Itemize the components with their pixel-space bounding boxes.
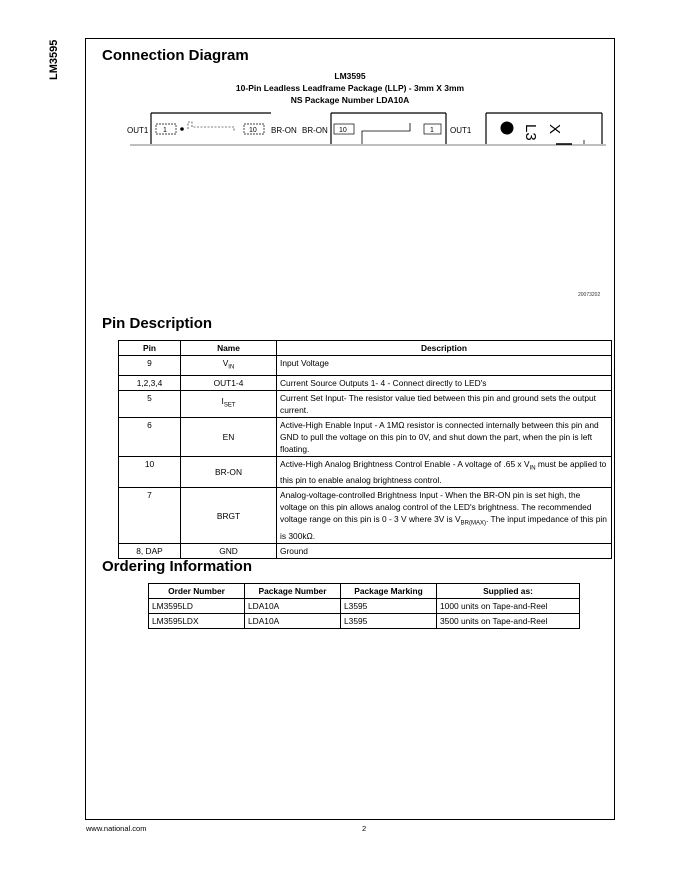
description-cell: Ground bbox=[277, 544, 612, 559]
pin-table-header-row bbox=[119, 341, 612, 356]
order-number-cell: LM3595LD bbox=[149, 599, 245, 614]
label-out1-left: OUT1 bbox=[127, 126, 149, 135]
connection-diagram bbox=[126, 110, 606, 150]
pin1-dot bbox=[180, 127, 184, 131]
name-cell: EN bbox=[181, 417, 277, 456]
connection-diagram-heading: Connection Diagram bbox=[102, 47, 249, 64]
description-cell: Current Set Input- The resistor value tied between this pin and ground sets the output current. bbox=[277, 390, 612, 417]
diagram-caption bbox=[85, 70, 615, 106]
name-header: Name bbox=[181, 341, 277, 356]
pin10-left-label: 10 bbox=[249, 127, 257, 134]
pin1-indicator-dot bbox=[501, 122, 514, 135]
pin-cell: 1,2,3,4 bbox=[119, 375, 181, 390]
name-cell: GND bbox=[181, 544, 277, 559]
table-row bbox=[149, 614, 580, 629]
table-row bbox=[119, 488, 612, 544]
side-part-label-text: LM3595 bbox=[48, 39, 60, 80]
name-cell: OUT1-4 bbox=[181, 375, 277, 390]
pin-cell: 10 bbox=[119, 456, 181, 488]
side-part-label bbox=[48, 40, 88, 80]
caption-line-1: LM3595 bbox=[334, 71, 366, 81]
pin-cell: 6 bbox=[119, 417, 181, 456]
table-row bbox=[119, 417, 612, 456]
left-dashed-trace bbox=[188, 122, 234, 132]
pin-cell: 9 bbox=[119, 356, 181, 376]
description-cell: Active-High Enable Input - A 1MΩ resistor is connected internally between this pin and GND to pull the voltage on this pin to 0V, and shut down the part, when the pin is left floating. bbox=[277, 417, 612, 456]
table-row bbox=[119, 544, 612, 559]
caption-line-2: 10-Pin Leadless Leadframe Package (LLP) - 3mm X 3mm bbox=[235, 83, 465, 93]
ordering-table bbox=[148, 583, 580, 629]
pin10-right-label: 10 bbox=[339, 127, 347, 134]
pin-description-heading: Pin Description bbox=[102, 315, 213, 332]
description-header: Description bbox=[277, 341, 612, 356]
order-number-header: Order Number bbox=[149, 584, 245, 599]
pin-cell: 5 bbox=[119, 390, 181, 417]
package-number-cell: LDA10A bbox=[245, 599, 341, 614]
pin-header: Pin bbox=[119, 341, 181, 356]
footer-page-number: 2 bbox=[362, 824, 367, 833]
figure-id: 20073202 bbox=[578, 292, 601, 298]
pin-cell: 8, DAP bbox=[119, 544, 181, 559]
table-row bbox=[119, 356, 612, 376]
supplied-as-cell: 1000 units on Tape-and-Reel bbox=[437, 599, 580, 614]
description-cell: Current Source Outputs 1- 4 - Connect directly to LED's bbox=[277, 375, 612, 390]
package-marking-header: Package Marking bbox=[341, 584, 437, 599]
name-cell: BRGT bbox=[181, 488, 277, 544]
name-cell: $I_{SET}$ bbox=[181, 390, 277, 417]
pin-cell: 7 bbox=[119, 488, 181, 544]
caption-line-3: NS Package Number LDA10A bbox=[290, 95, 410, 105]
order-number-cell: LM3595LDX bbox=[149, 614, 245, 629]
pin1-right-label: 1 bbox=[430, 127, 434, 134]
package-marking-symbol: X bbox=[546, 124, 563, 135]
name-cell: BR-ON bbox=[181, 456, 277, 488]
ordering-information-heading: Ordering Information bbox=[102, 558, 252, 575]
description-cell: Analog-voltage-controlled Brightness Input - When the BR-ON pin is set high, the voltage on this pin allows analog control of the LED's brightness. The recommended voltage range on this pin is 0 - 3 V where 3V is $V_{BR(MAX)}$. The input impedance of this pin is 300kΩ. bbox=[277, 488, 612, 544]
pin1-left-label: 1 bbox=[163, 127, 167, 134]
table-row bbox=[119, 390, 612, 417]
package-number-cell: LDA10A bbox=[245, 614, 341, 629]
supplied-as-cell: 3500 units on Tape-and-Reel bbox=[437, 614, 580, 629]
label-out1-right: OUT1 bbox=[450, 126, 472, 135]
package-number-header: Package Number bbox=[245, 584, 341, 599]
mid-solid-trace bbox=[362, 123, 410, 144]
package-marking-text: L3 bbox=[522, 124, 539, 141]
package-marking-cell: L3595 bbox=[341, 599, 437, 614]
table-row bbox=[119, 375, 612, 390]
label-br-on-left: BR-ON bbox=[271, 126, 297, 135]
label-br-on-right: BR-ON bbox=[302, 126, 328, 135]
name-cell: $V_{IN}$ bbox=[181, 356, 277, 376]
ordering-header-row bbox=[149, 584, 580, 599]
table-row bbox=[149, 599, 580, 614]
footer-website-link[interactable]: www.national.com bbox=[86, 824, 147, 833]
table-row bbox=[119, 456, 612, 488]
description-cell: Input Voltage bbox=[277, 356, 612, 376]
package-marking-cell: L3595 bbox=[341, 614, 437, 629]
description-cell: Active-High Analog Brightness Control Enable - A voltage of .65 x $V_{IN}$ must be applied to this pin to enable analog brightness control. bbox=[277, 456, 612, 488]
pin-description-table bbox=[118, 340, 612, 559]
supplied-as-header: Supplied as: bbox=[437, 584, 580, 599]
